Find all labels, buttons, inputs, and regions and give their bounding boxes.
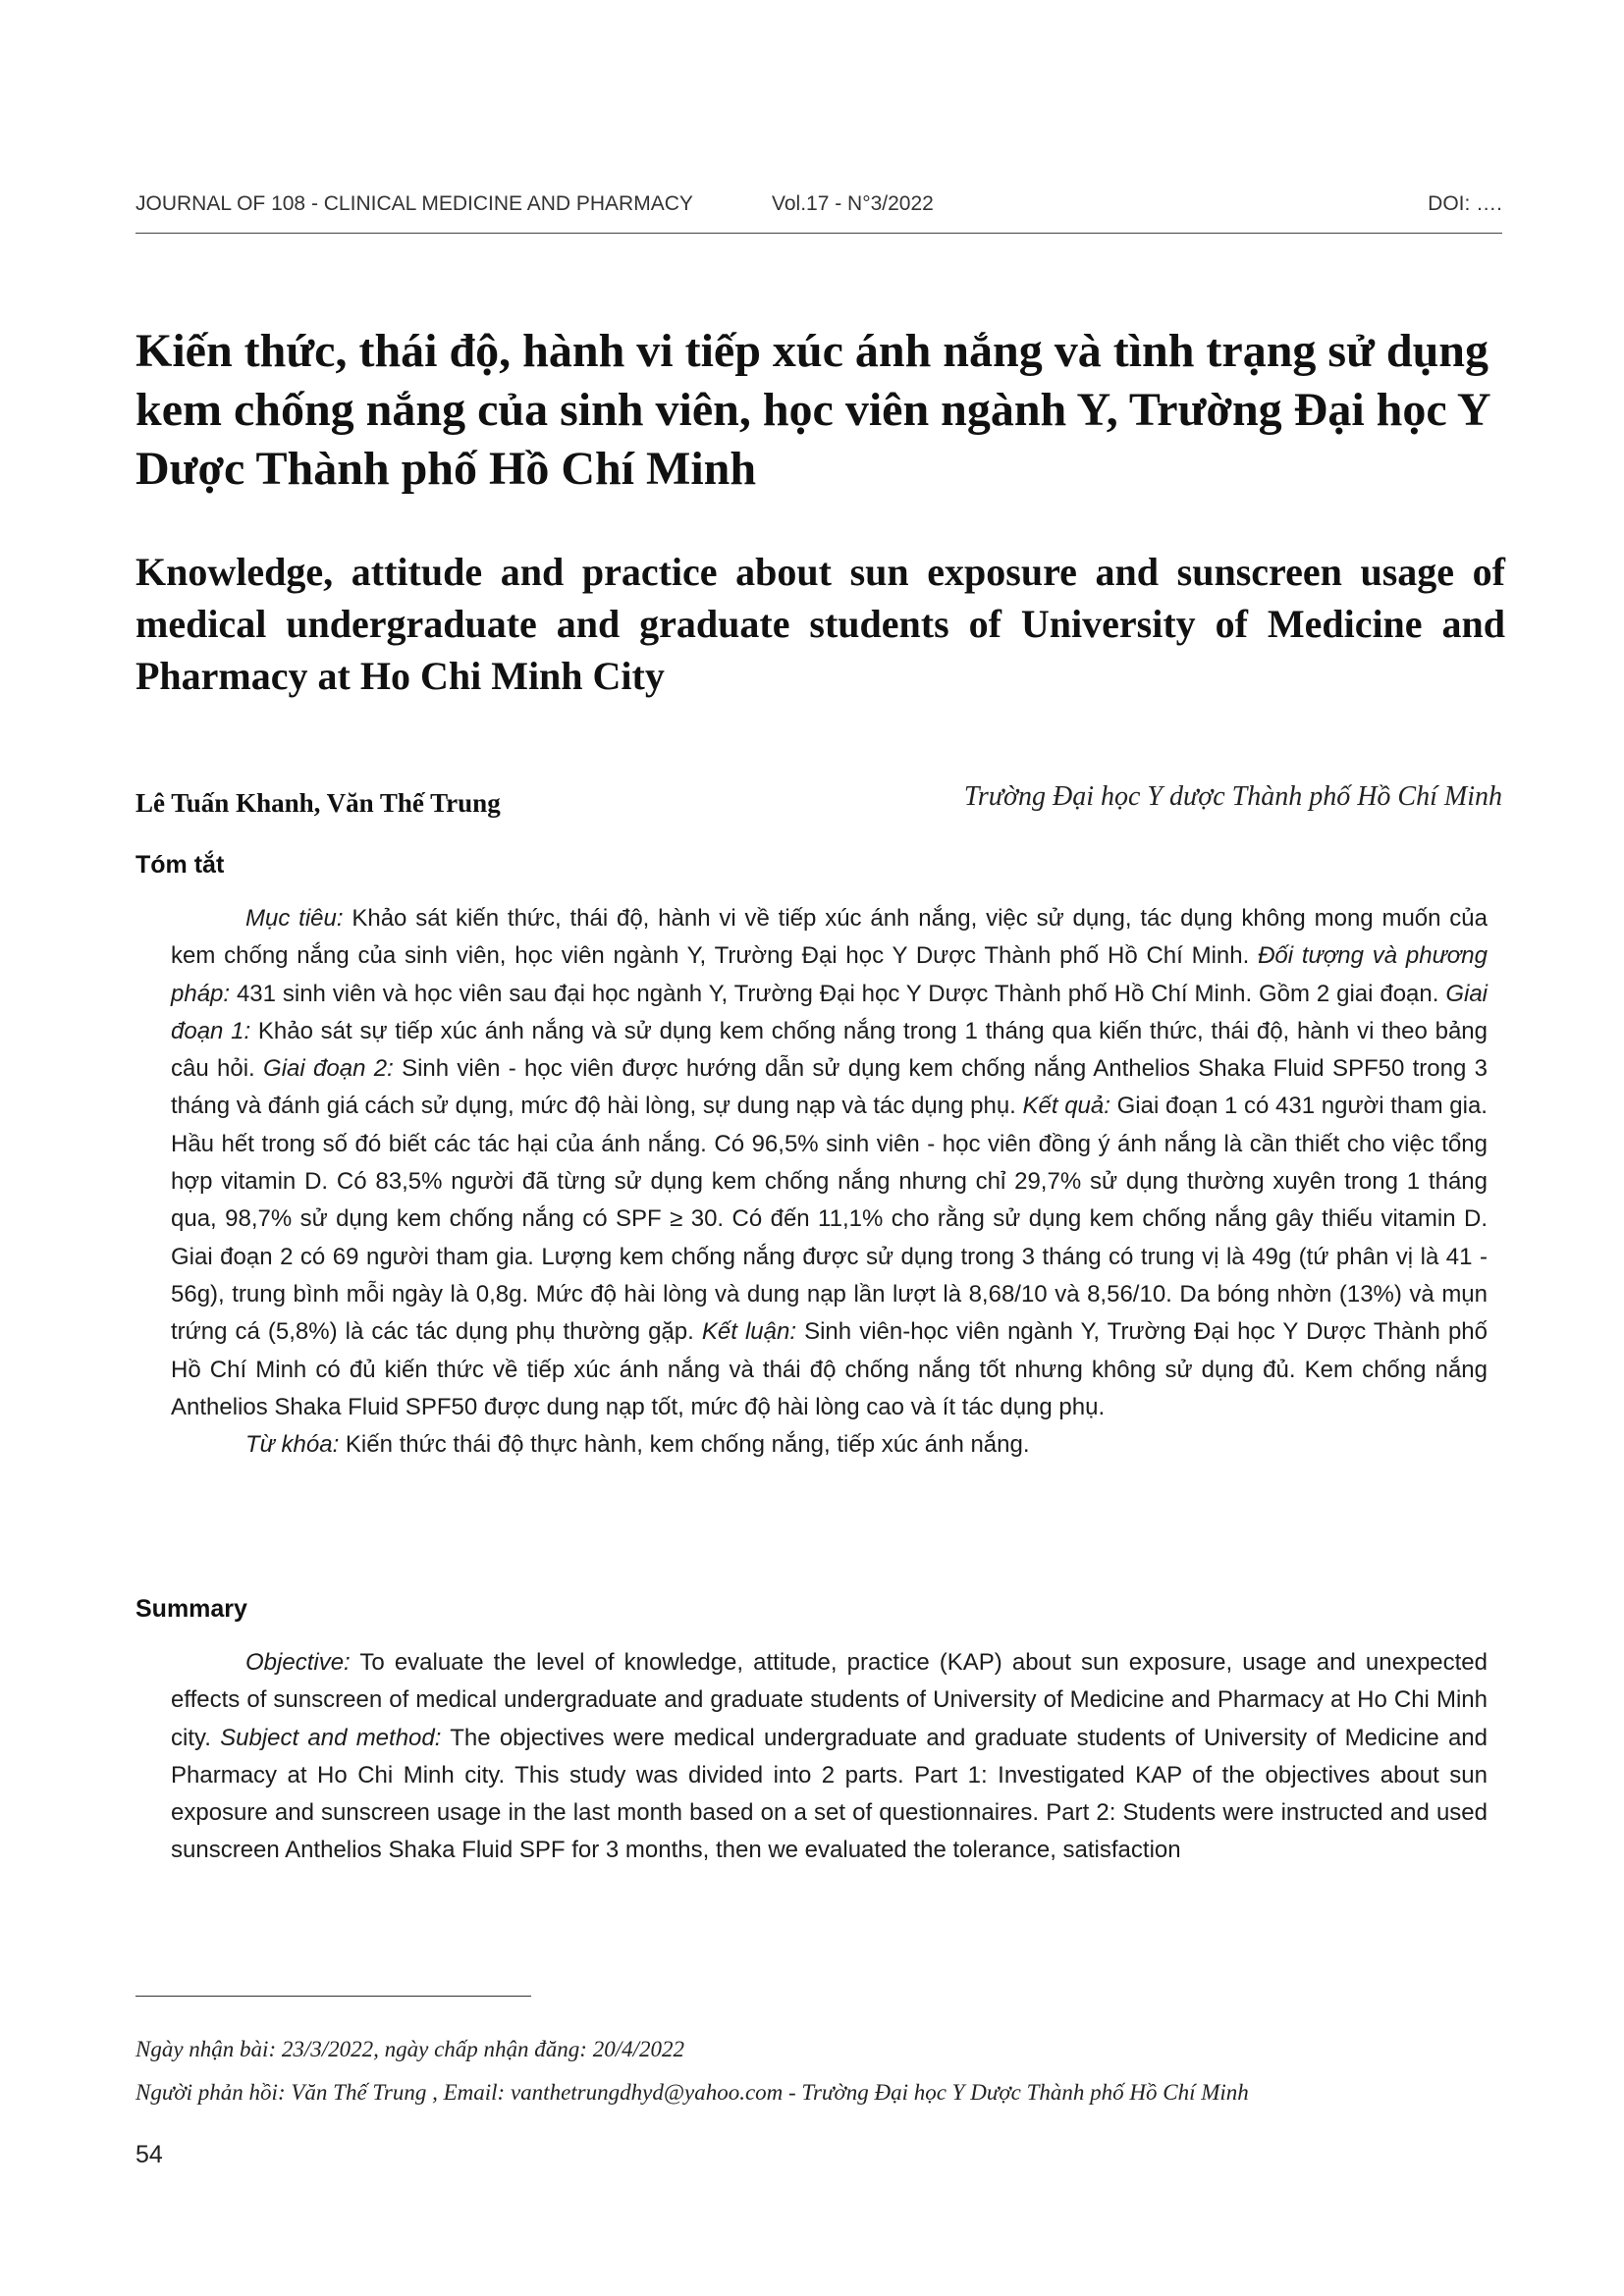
summary-objective-label: Objective: (245, 1649, 351, 1676)
phase2-text: Sinh viên - học viên được hướng dẫn sử dụng kem chống nắng Anthelios Shaka Fluid SPF50 trong 3 tháng và đánh giá cách sử dụng, mức độ hài lòng, sự dung nạp và tác dụng phụ. (171, 1055, 1489, 1120)
title-vietnamese: Kiến thức, thái độ, hành vi tiếp xúc ánh nắng và tình trạng sử dụng kem chống nắng của sinh viên, học viên ngành Y, Trường Đại học Y Dược Thành phố Hồ Chí Minh (135, 325, 1489, 495)
footnote-received: Ngày nhận bài: 23/3/2022, ngày chấp nhận đăng: 20/4/2022 (135, 2037, 684, 2061)
summary-method-label: Subject and method: (220, 1724, 442, 1751)
title-english: Knowledge, attitude and practice about sun exposure and sunscreen usage of medical undergraduate and graduate students of University of Medicine and Pharmacy at Ho Chi Minh City (135, 550, 1505, 698)
footnote-rule (135, 1996, 531, 1997)
objective-text: Khảo sát kiến thức, thái độ, hành vi về tiếp xúc ánh nắng, việc sử dụng, tác dụng không mong muốn của kem chống nắng của sinh viên, học viên ngành Y, Trường Đại học Y Dược Thành phố Hồ Chí Minh. (171, 905, 1488, 970)
tomtat-heading: Tóm tắt (135, 851, 225, 879)
phase1-text: Khảo sát sự tiếp xúc ánh nắng và sử dụng kem chống nắng trong 1 tháng qua kiến thức, thái độ, hành vi theo bảng câu hỏi. (171, 1017, 1489, 1083)
summary-objective-text: To evaluate the level of knowledge, attitude, practice (KAP) about sun exposure, usage and unexpected effects of sunscreen of medical undergraduate and graduate students of University of Medicine and Pharmacy at Ho Chi Minh city. (171, 1649, 1488, 1751)
journal-name: JOURNAL OF 108 - CLINICAL MEDICINE AND PHARMACY (135, 192, 693, 215)
summary-method-text: The objectives were medical undergraduate and graduate students of University of Medicine and Pharmacy at Ho Chi Minh city. This study was divided into 2 parts. Part 1: Investigated KAP of the objectives about sun exposure and sunscreen usage in the last month based on a set of questionnaires. Part 2: Students were instructed and used sunscreen Anthelios Shaka Fluid SPF for 3 months, then we evaluated the tolerance, satisfaction (171, 1724, 1488, 1864)
keywords-text: Kiến thức thái độ thực hành, kem chống nắng, tiếp xúc ánh nắng. (339, 1431, 1030, 1459)
method-label: Đối tượng và phương pháp: (171, 942, 1488, 1007)
authors: Lê Tuấn Khanh, Văn Thế Trung (135, 788, 501, 818)
doi-label: DOI: …. (1428, 192, 1502, 215)
conclusion-label: Kết luận: (701, 1318, 797, 1346)
page-number: 54 (135, 2141, 163, 2168)
phase1-label: Giai đoạn 1: (171, 980, 1488, 1044)
footnote-responder: Người phản hồi: Văn Thế Trung , Email: vanthetrungdhyd@yahoo.com - Trường Đại học Y Dược Thành phố Hồ Chí Minh (135, 2080, 1249, 2105)
method-text: 431 sinh viên và học viên sau đại học ngành Y, Trường Đại học Y Dược Thành phố Hồ Chí Minh. Gồm 2 giai đoạn. (230, 980, 1446, 1007)
phase2-label: Giai đoạn 2: (263, 1055, 394, 1083)
conclusion-text: Sinh viên-học viên ngành Y, Trường Đại học Y Dược Thành phố Hồ Chí Minh có đủ kiến thức về tiếp xúc ánh nắng và thái độ chống nắng tốt nhưng không sử dụng đủ. Kem chống nắng Anthelios Shaka Fluid SPF50 được dung nạp tốt, mức độ hài lòng cao và ít tác dụng phụ. (171, 1318, 1489, 1420)
running-header (135, 192, 1502, 224)
objective-label: Mục tiêu: (245, 905, 344, 932)
result-text: Giai đoạn 1 có 431 người tham gia. Hầu hết trong số đó biết các tác hại của ánh nắng. Có 96,5% sinh viên - học viên đồng ý ánh nắng là cần thiết cho việc tổng hợp vitamin D. Có 83,5% người đã từng sử dụng kem chống nắng nhưng chỉ 29,7% sử dụng thường xuyên trong 1 tháng qua, 98,7% sử dụng kem chống nắng có SPF ≥ 30. Có đến 11,1% cho rằng sử dụng kem chống nắng gây thiếu vitamin D. Giai đoạn 2 có 69 người tham gia. Lượng kem chống nắng được sử dụng trong 3 tháng có trung vị là 49g (tứ phân vị là 41 - 56g), trung bình mỗi ngày là 0,8g. Mức độ hài lòng và dung nạp lần lượt là 8,68/10 và 8,56/10. Da bóng nhờn (13%) và mụn trứng cá (5,8%) là các tác dụng phụ thường gặp. (171, 1093, 1488, 1346)
summary-paragraph (171, 1644, 1488, 1870)
header-rule (135, 233, 1502, 234)
summary-heading: Summary (135, 1595, 247, 1623)
abstract-english (171, 1644, 1488, 1870)
result-label: Kết quả: (1022, 1093, 1110, 1120)
abstract-vi-paragraph (171, 900, 1488, 1426)
volume-issue: Vol.17 - N°3/2022 (772, 192, 934, 215)
keywords-paragraph (171, 1426, 1488, 1464)
keywords-label: Từ khóa: (245, 1431, 340, 1459)
affiliation: Trường Đại học Y dược Thành phố Hồ Chí Minh (963, 781, 1502, 812)
abstract-vietnamese (171, 900, 1488, 1464)
